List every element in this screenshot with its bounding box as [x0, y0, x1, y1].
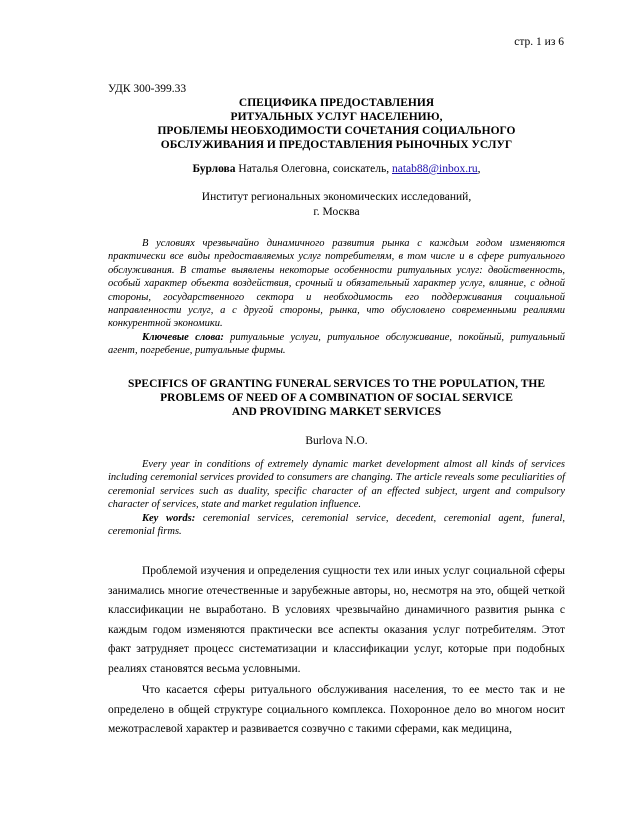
institute — [108, 190, 565, 220]
title-ru — [108, 96, 565, 152]
abstract-en-text: Every year in conditions of extremely dynamic market development almost all kinds of services including ceremonial services provided to consumers are changing. The article reveals some peculiarities of ceremonial services such as duality, specific character of an effected subject, urgent and compulsory character of services, state and market regulation influence. — [108, 459, 565, 511]
keywords-ru-label: Ключевые слова: — [142, 331, 224, 343]
title-en-line: AND PROVIDING MARKET SERVICES — [231, 406, 442, 418]
body-paragraph: Проблемой изучения и определения сущности тех или иных услуг социальной сферы занимались многие отечественные и зарубежные авторы, но, несмотря на это, общей четкой классификации не выработано. В условиях чрезвычайно динамичного развития рынка с каждым годом изменяются практически все аспекты оказания услуг потребителям. Этот факт затрудняет процесс систематизации и классификации услуг, которые при подобных реалиях становятся весьма условными. — [108, 565, 565, 675]
author-email-link[interactable]: natab88@inbox.ru — [392, 163, 478, 175]
keywords-en — [108, 512, 565, 539]
author-line — [108, 163, 565, 175]
title-en — [108, 377, 565, 419]
keywords-ru-list: ритуальные услуги, ритуальное обслуживание, покойный, ритуальный агент, погребение, ритуальные фирмы. — [108, 331, 565, 357]
body-text — [108, 562, 565, 742]
author-surname: Бурлова — [192, 163, 236, 175]
abstract-ru — [108, 237, 565, 358]
page-number: стр. 1 из 6 — [514, 36, 564, 48]
body-paragraph: Что касается сферы ритуального обслуживания населения, то ее место так и не определено в общей структуре социального комплекса. Похоронное дело во многом носит межотраслевой характер и развивается созвучно с такими сферами, как медицина, — [108, 684, 565, 735]
institute-name: Институт региональных экономических исследований, — [201, 191, 472, 203]
keywords-ru — [108, 331, 565, 358]
title-ru-line: РИТУАЛЬНЫХ УСЛУГ НАСЕЛЕНИЮ, — [230, 111, 443, 123]
abstract-en — [108, 458, 565, 538]
institute-city: г. Москва — [313, 206, 360, 218]
title-ru-line: ПРОБЛЕМЫ НЕОБХОДИМОСТИ СОЧЕТАНИЯ СОЦИАЛЬНОГО — [157, 125, 516, 137]
keywords-en-list: ceremonial services, ceremonial service, decedent, ceremonial agent, funeral, ceremonial firms. — [108, 512, 565, 538]
abstract-ru-text: В условиях чрезвычайно динамичного развития рынка с каждым годом изменяются практически все виды предоставляемых услуг потребителям, в том числе и в сфере ритуального обслуживания. В статье выявлены некоторые особенности ритуальных услуг: двойственность, особый характер объекта воздействия, срочный и обязательный характер услуг, влияние, с одной стороны, государственного сектора и необходимость его поддерживания социальной направленности услуг, а с другой стороны, рынка, что обусловлено современными реалиями конкурентной экономики. — [108, 238, 565, 330]
keywords-en-label: Key words: — [142, 512, 196, 524]
author-details: Наталья Олеговна, соискатель, — [235, 163, 392, 175]
title-en-line: SPECIFICS OF GRANTING FUNERAL SERVICES TO THE POPULATION, THE — [128, 378, 545, 390]
author-trail: , — [477, 163, 481, 175]
title-ru-line: ОБСЛУЖИВАНИЯ И ПРЕДОСТАВЛЕНИЯ РЫНОЧНЫХ УСЛУГ — [160, 139, 513, 151]
udc-code: УДК 300-399.33 — [108, 83, 187, 95]
author-en: Burlova N.O. — [305, 435, 368, 447]
title-en-line: PROBLEMS OF NEED OF A COMBINATION OF SOCIAL SERVICE — [160, 392, 513, 404]
title-ru-line: СПЕЦИФИКА ПРЕДОСТАВЛЕНИЯ — [238, 97, 435, 109]
